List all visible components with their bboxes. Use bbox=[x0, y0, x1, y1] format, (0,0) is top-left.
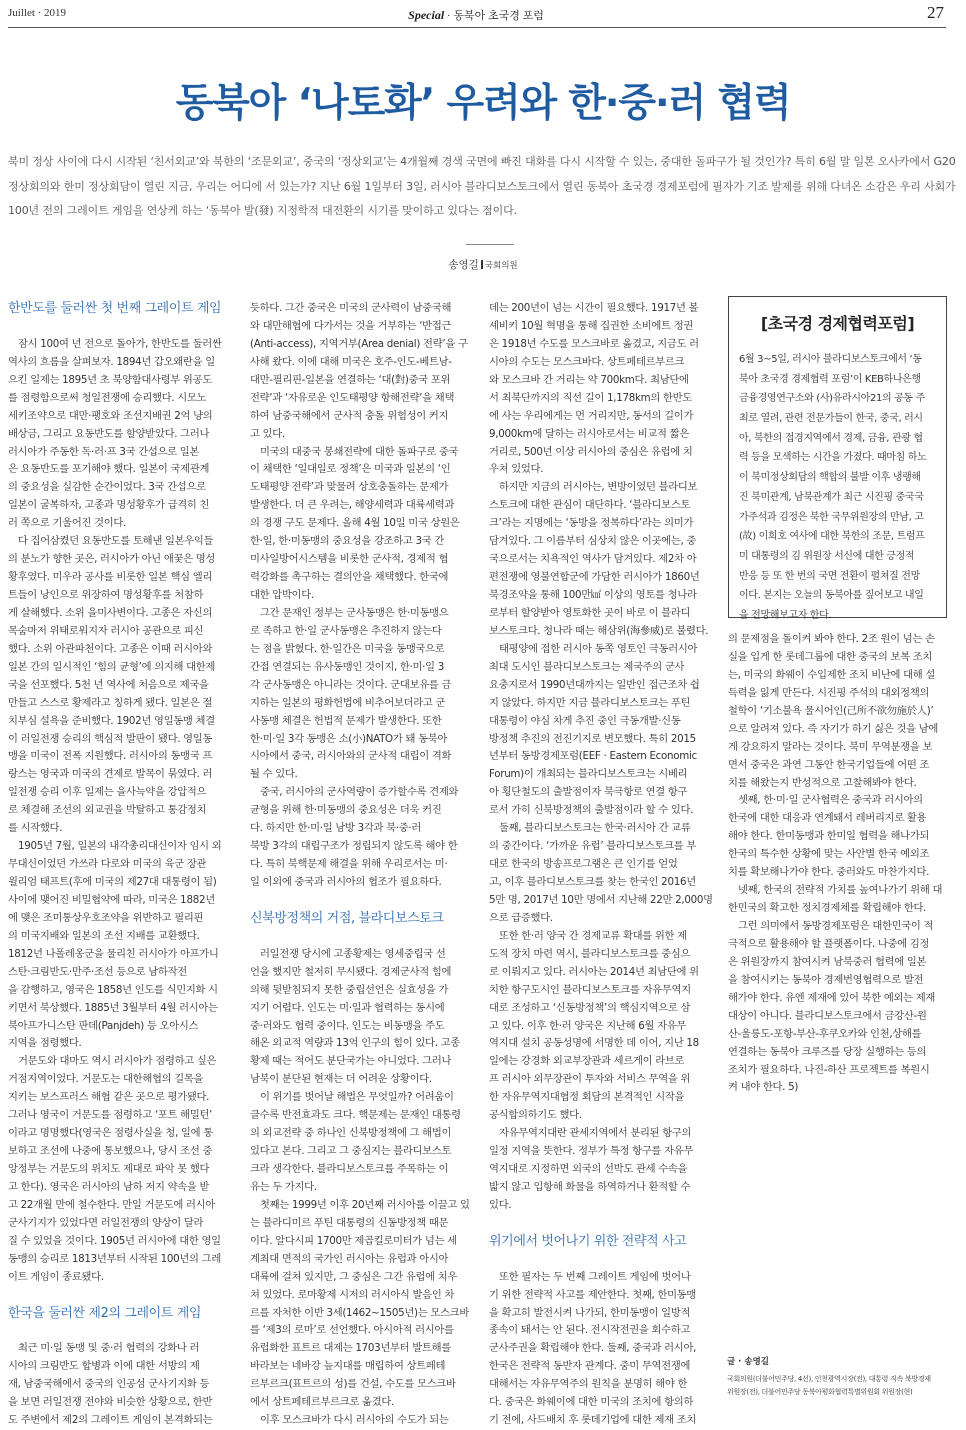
body-text-line: 데는 200년이 넘는 시간이 필요했다. 1917년 볼 bbox=[489, 302, 699, 314]
body-text-line: 고 22개월 만에 철수한다. 만일 거문도에 러시아 bbox=[8, 1198, 215, 1211]
body-text-line: 대로 한국의 방송프로그램은 큰 인기를 얻었 bbox=[489, 858, 678, 871]
body-text-line: 는 점을 밝혔다. 한·일간은 미국을 동맹국으로 bbox=[250, 642, 445, 655]
sidebar-box-line: 반응 등 또 한 번의 국면 전환이 펼쳐질 전망 bbox=[739, 570, 920, 582]
spacer bbox=[8, 1322, 236, 1340]
body-text-line: 이다. 알다시피 1700만 제곱킬로미터가 넘는 세 bbox=[250, 1234, 457, 1247]
body-text-line: 은 1918년 수도를 모스크바로 옮겼고, 지금도 러 bbox=[489, 337, 699, 350]
text-column-1 bbox=[8, 300, 236, 1430]
header-rule bbox=[8, 27, 946, 28]
body-text-line: 사이에 맺어진 비밀협약에 따라, 미국은 1882년 bbox=[8, 893, 215, 906]
body-text-line: 중국, 러시아의 군사역량이 증가할수록 견제와 bbox=[260, 786, 459, 799]
body-text-line: 편전쟁에 영불연합군에 가담한 러시아가 1860년 bbox=[489, 571, 700, 584]
body-text-line: 만들고 스스로 황제라고 칭하게 됐다. 일본은 절 bbox=[8, 696, 213, 709]
body-text-line: 기 위한 전략적 사고를 제안한다. 첫째, 한미동맹 bbox=[489, 1288, 697, 1301]
body-text-line: 조치가 필요하다. 나진-하산 프로젝트를 복원시 bbox=[728, 1063, 930, 1076]
spacer bbox=[8, 1287, 236, 1305]
body-text-line: 각 군사동맹은 아니라는 것이다. 군대보유를 금 bbox=[250, 678, 452, 691]
sidebar-box-line: 아, 북한의 접경지역에서 경제, 금융, 관광 협 bbox=[739, 432, 923, 444]
body-text-line: 해온 외교적 역량과 13억 인구의 힘이 있다. 고종 bbox=[250, 1037, 460, 1050]
body-text-line: 역사의 흐름을 살펴보자. 1894년 갑오왜란을 일 bbox=[8, 355, 215, 368]
sidebar-box-line: 북아 초국경 경제협력 포럼’이 KEB하나은행 bbox=[739, 373, 921, 385]
body-text-line: 러일전쟁 당시에 고종황제는 영세중립국 선 bbox=[260, 947, 446, 960]
body-text-line: 고 있다. bbox=[250, 427, 285, 440]
body-text-line: 지 않았다. 하지만 지금 블라디보스토크는 푸틴 bbox=[489, 696, 691, 709]
body-text-line: 크라 생각한다. 블라디보스토크를 주목하는 이 bbox=[250, 1163, 449, 1175]
body-text-line: 의 분노가 향한 곳은, 러시아가 아닌 애꿎은 명성 bbox=[8, 553, 216, 566]
body-text-line: 를 ‘제3의 로마’로 선언했다. 아시아적 러시아를 bbox=[250, 1324, 454, 1337]
sidebar-box-line: 미 대통령의 김 위원장 서신에 대한 긍정적 bbox=[739, 550, 915, 562]
body-text-line: 군사주권을 확립해야 한다. 둘째, 중국과 러시아, bbox=[489, 1342, 697, 1355]
body-text-line: 북방 3각의 대립구조가 정립되지 않도록 해야 한 bbox=[250, 840, 458, 853]
body-text-line: 로 족하고 한·일 군사동맹은 추진하지 않는다 bbox=[250, 624, 442, 637]
body-text-line: 시아의 수도는 모스크바다. 상트페테르부르크 bbox=[489, 355, 685, 368]
body-text-line: 을 보면 러일전쟁 전야와 비슷한 상황으로, 한반 bbox=[8, 1396, 213, 1409]
body-text-line: 최대 도시인 블라디보스토크는 제국주의 군사 bbox=[489, 660, 685, 673]
body-text-line: 고 있다. 이후 한·러 양국은 지난해 6월 자유무 bbox=[489, 1019, 687, 1032]
spacer bbox=[8, 318, 236, 336]
body-text-line: 1905년 7월, 일본의 내각총리대신이자 임시 외 bbox=[18, 840, 222, 853]
body-text-line: 로부터 할양받아 영토화한 곳이 바로 이 블라디 bbox=[489, 606, 691, 619]
body-text-line: 스토크에 대한 관심이 대단하다. ‘블라디보스토 bbox=[489, 499, 691, 512]
body-text-line: 대해서는 자유무역주의 원칙을 분명히 해야 한 bbox=[489, 1378, 688, 1391]
body-text-line: 스탄·크림반도·만주·조선 등으로 남하작전 bbox=[8, 965, 187, 978]
body-text-line: 실을 입게 한 롯데그룹에 대한 중국의 보복 조치 bbox=[728, 650, 933, 663]
body-text-line: 바라보는 네바강 늪지대를 매립하여 상트페테 bbox=[250, 1360, 446, 1373]
body-text-line: 게 살해했다. 소위 을미사변이다. 고종은 자신의 bbox=[8, 606, 213, 619]
body-text-line: 의 경쟁 구도 문제다. 올해 4월 10일 미국 상원은 bbox=[250, 517, 460, 530]
page-number: 27 bbox=[927, 3, 944, 22]
body-text-line: 질 수 있었을 것이다. 1905년 러시아에 대한 영일 bbox=[8, 1234, 221, 1247]
body-text-line: 한·미·일 3각 동맹은 소(小)NATO가 돼 동북아 bbox=[250, 732, 448, 745]
body-text-line: 다. 중국은 화웨이에 대한 미국의 조치에 항의하 bbox=[489, 1396, 694, 1409]
body-text-line: 일본이 굴복하자, 고종과 명성황후가 급격히 친 bbox=[8, 499, 210, 512]
body-text-line: 1812년 나폴레옹군을 물리친 러시아가 아프가니 bbox=[8, 947, 219, 960]
body-text-line: 최근 미·일 동맹 및 중·러 협력의 강화나 러 bbox=[18, 1342, 200, 1355]
body-text-line: 고 한다). 영국은 러시아의 남하 저지 약속을 받 bbox=[8, 1180, 210, 1193]
text-column-2 bbox=[250, 300, 475, 1430]
body-text-line: 사해 왔다. 이에 대해 미국은 호주-인도-베트남- bbox=[250, 355, 452, 368]
body-text-line: 면서 중국은 과연 그동안 한국기업들에 어떤 조 bbox=[728, 758, 930, 771]
body-text-line: 를 점령함으로써 청일전쟁에 승리했다. 시모노 bbox=[8, 391, 207, 404]
sidebar-box-line: 6월 3~5일, 러시아 블라디보스토크에서 ‘동 bbox=[739, 354, 922, 365]
body-text-line: 한국은 전략적 동반자 관계다. 중미 무역전쟁에 bbox=[489, 1360, 691, 1373]
body-text-line: 요충지로서 1990년대까지는 일반인 접근조차 쉽 bbox=[489, 678, 700, 691]
body-text-line: 황제 때는 적어도 분단국가는 아니었다. 그러나 bbox=[250, 1055, 452, 1068]
body-text-line: 거점지역이었다. 거문도는 대한해협의 길목을 bbox=[8, 1073, 204, 1086]
body-text-line: 치한 항구도시인 블라디보스토크를 자유무역지 bbox=[489, 983, 691, 996]
body-text-line: 있다. bbox=[489, 1198, 512, 1211]
body-text-line: 도태평양 전략’과 맞물려 상호충돌하는 문제가 bbox=[250, 481, 449, 494]
body-text-line: 밟지 않고 입항해 화물을 하역하거나 환적할 수 bbox=[489, 1180, 691, 1193]
body-text-line: 와 모스크바 간 거리는 약 700km다. 최남단에 bbox=[489, 373, 689, 386]
body-text-line: 해야 한다. 한미동맹과 한미일 협력을 해나가되 bbox=[728, 830, 930, 843]
byline bbox=[0, 257, 966, 272]
sidebar-box bbox=[728, 296, 947, 621]
body-text-line: 치를 확보해나가야 한다. 중러와도 마찬가지다. bbox=[728, 866, 930, 879]
body-text-line: 유럽화한 표트르 대제는 1703년부터 발트해를 bbox=[250, 1342, 451, 1355]
body-text-line: 시아에서 중국, 러시아와의 군사적 대립이 격화 bbox=[250, 750, 452, 763]
body-text-line: 방정책 추진의 전진기지로 변모했다. 특히 2015 bbox=[489, 732, 696, 745]
body-text-line: 이 채택한 ‘일대일로 정책’은 미국과 일본의 ‘인 bbox=[250, 463, 451, 476]
body-text-line: 거문도와 대마도 역시 러시아가 점령하고 싶은 bbox=[18, 1055, 217, 1068]
body-text-line: 으로 급증했다. bbox=[489, 911, 553, 924]
body-text-line: 대로 조성하고 ‘신동방정책’의 핵심지역으로 삼 bbox=[489, 1001, 691, 1014]
body-text-line: 다. 특히 북핵문제 해결을 위해 우리로서는 미· bbox=[250, 858, 448, 871]
body-text-line: 공식합의하기도 했다. bbox=[489, 1109, 582, 1122]
body-text-line: 잠시 100여 년 전으로 돌아가, 한반도를 둘러싼 bbox=[18, 337, 222, 350]
body-text-line: 또한 필자는 두 번째 그레이트 게임에 벗어나 bbox=[499, 1270, 691, 1283]
body-text-line: 랑스는 영국과 미국의 견제로 발목이 묶였다. 러 bbox=[8, 768, 213, 781]
section-heading: 위기에서 벗어나기 위한 전략적 사고 bbox=[489, 1233, 687, 1249]
body-text-line: 로 체결해 조선의 외교권을 박탈하고 통감정치 bbox=[8, 804, 207, 817]
body-text-line: 지키는 보스프러스 해협 같은 곳으로 평가됐다. bbox=[8, 1091, 210, 1104]
body-text-line: 넷째, 한국의 전략적 가치를 높여나가기 위해 대 bbox=[738, 884, 943, 897]
body-text-line: 북경조약을 통해 100만㎢ 이상의 영토를 청나라 bbox=[489, 589, 697, 601]
body-text-line: 대륙에 걸쳐 있지만, 그 중심은 그간 유럽에 치우 bbox=[250, 1270, 458, 1283]
lead-line: 북미 정상 사이에 다시 시작된 ‘친서외교’와 북한의 ‘조문외교’, 중국의 ‘정상외교’는 4개월째 경색 국면에 빠진 대화를 다시 시작할 수 있는, 중대한 돌파구가 될 것인가? 특히 6월 말 일본 오사카에서 G20 bbox=[8, 155, 956, 168]
body-text-line: 언을 했지만 철저히 무시됐다. 경제군사적 힘에 bbox=[250, 965, 452, 978]
body-text-line: 역지대 설치 공동성명에 서명한 데 이어, 지난 18 bbox=[489, 1037, 699, 1050]
body-text-line: 서 최북단까지의 직선 길이 1,178km의 한반도 bbox=[489, 391, 692, 404]
issue-date: Juillet · 2019 bbox=[8, 7, 67, 19]
body-text-line: 기 전에, 사드배치 후 롯데기업에 대한 제재 조치 bbox=[489, 1414, 697, 1427]
body-text-line: 일정 지역을 뜻한다. 정부가 특정 항구를 자유무 bbox=[489, 1145, 694, 1158]
sidebar-box-body bbox=[739, 350, 936, 626]
body-text-line: 중·러와도 협력 중이다. 인도는 비동맹을 주도 bbox=[250, 1019, 445, 1032]
body-text-line: 황후였다. 미우라 공사를 비롯한 일본 핵심 엘리 bbox=[8, 571, 213, 584]
body-text-line: 는, 미국의 화웨이 수입제한 조치 비난에 대해 설 bbox=[728, 668, 936, 681]
body-text-line: 극적으로 활용해야 할 플랫폼이다. 나중에 김정 bbox=[728, 937, 930, 950]
body-text-line: 지하는 일본의 평화헌법에 비추어보더라고 군 bbox=[250, 696, 446, 709]
body-text-line: 있다고 본다. 그리고 그 중심지는 블라디보스토 bbox=[250, 1145, 452, 1158]
body-text-line: 배상금, 그리고 요동반도를 할양받았다. 그러나 bbox=[8, 427, 210, 440]
body-text-line: 해가야 한다. 유엔 제재에 있어 북한 예외는 제재 bbox=[728, 991, 936, 1004]
body-text-line: 프 러시아 외무장관이 투자와 서비스 무역을 위 bbox=[489, 1073, 691, 1086]
body-text-line: 국을 선포했다. 5천 년 역사에 처음으로 제국을 bbox=[8, 678, 209, 691]
author-name: 송영길 bbox=[448, 259, 479, 271]
sidebar-box-line: 가주석과 김정은 북한 국무위원장의 만남, 고 bbox=[739, 511, 924, 523]
body-text-line: 는 블라디미르 푸틴 대통령의 신동방정책 때문 bbox=[250, 1216, 449, 1229]
body-text-line: 에 맺은 조미통상우호조약을 위반하고 필리핀 bbox=[8, 911, 204, 924]
page-header bbox=[8, 5, 944, 25]
author-desc-line: 국회의원(더불어민주당, 4선), 인천광역시장(전), 대통령 직속 북방경제 bbox=[727, 1375, 931, 1383]
body-text-line: 의 외교전략 중 하나인 신북방정책에 그 해법이 bbox=[250, 1127, 452, 1140]
author-label: 글 · 송영길 bbox=[727, 1357, 769, 1367]
body-text-line: Forum)이 개최되는 블라디보스토크는 시베리 bbox=[489, 768, 688, 781]
body-text-line: 쳐 있었다. 로마황제 시저의 러시아식 발음인 차 bbox=[250, 1288, 455, 1301]
body-text-line: 대한 압박이다. bbox=[250, 589, 314, 601]
body-text-line: 북아프가니스탄 판데(Panjdeh) 등 오아시스 bbox=[8, 1019, 199, 1032]
spacer bbox=[250, 928, 475, 946]
body-text-line: 년부터 동방경제포럼(EEF · Eastern Economic bbox=[489, 750, 697, 763]
body-text-line: 의 중간이다. ‘가까운 유럽’ 블라디보스토크를 부 bbox=[489, 840, 697, 853]
section-name bbox=[8, 7, 944, 23]
body-text-line: 아 횡단철도의 출발점이자 북극항로 연결 항구 bbox=[489, 786, 688, 799]
body-text-line: 의해 뒷받침되지 못한 중립선언은 실효성을 가 bbox=[250, 983, 449, 996]
body-text-line: 일전쟁 승리 이후 일제는 을사늑약을 강압적으 bbox=[8, 786, 207, 799]
byline-divider bbox=[481, 260, 483, 269]
body-text-line: 세키조약으로 대만·팽호와 조선지배권 2억 냥의 bbox=[8, 409, 213, 422]
section-heading: 한국을 둘러싼 제2의 그레이트 게임 bbox=[8, 1305, 202, 1321]
body-text-line: 을 감행하고, 영국은 1858년 인도를 식민지화 시 bbox=[8, 983, 218, 996]
section-forum: · 동북아 초국경 포럼 bbox=[444, 10, 544, 22]
body-text-line: 우쳐 있었다. bbox=[489, 463, 544, 476]
body-text-line: 무대신이었던 가쓰라 다로와 미국의 육군 장관 bbox=[8, 858, 207, 871]
body-text-line: 도 주변에서 제2의 그레이트 게임이 본격화되는 bbox=[8, 1414, 213, 1427]
body-text-line: 대상이 아니다. 블라디보스토크에서 금강산-원 bbox=[728, 1009, 927, 1022]
body-text-line: 이후 모스크바가 다시 러시아의 수도가 되는 bbox=[260, 1414, 449, 1427]
body-text-line: 동맹의 승리로 1813년부터 시작된 100년의 그레 bbox=[8, 1252, 221, 1265]
body-text-line: 한민국의 확고한 정치경제체를 확립해야 한다. bbox=[728, 902, 927, 915]
body-text-line: 유는 두 가지다. bbox=[250, 1180, 317, 1193]
sidebar-box-line: 최로 열려, 관련 전문가들이 한국, 중국, 러시 bbox=[739, 413, 923, 425]
body-text-line: 한 자유무역지대협정 회담의 본격적인 시작을 bbox=[489, 1091, 685, 1104]
body-text-line: 의 미국지배와 일본의 조선 지배를 교환했다. bbox=[8, 929, 200, 942]
body-text-line: 목숨마저 위태로워지자 러시아 공관으로 피신 bbox=[8, 624, 204, 637]
body-text-line: 균형을 위해 한·미동맹의 중요성은 더욱 커진 bbox=[250, 804, 442, 817]
body-text-line: 간접 연결되는 유사동맹인 것이지, 한·미·일 3 bbox=[250, 660, 445, 673]
body-text-line: 지기 어렵다. 인도는 미·일과 협력하는 동시에 bbox=[250, 1001, 445, 1014]
body-text-line: 국으로서는 치욕적인 역사가 담겨있다. 제2차 아 bbox=[489, 553, 697, 566]
body-text-line: 산-울릉도-포항-부산-후쿠오카와 인천,상해를 bbox=[728, 1027, 922, 1040]
body-text-line: 의 중요성을 실감한 순간이었다. 3국 간섭으로 bbox=[8, 481, 206, 494]
spacer bbox=[489, 1215, 714, 1233]
body-text-line: 대만-필리핀-일본을 연결하는 ‘대(對)중국 포위 bbox=[250, 373, 451, 386]
body-text-line: 다 집어삼켰던 요동반도를 토해낸 일본우익들 bbox=[18, 535, 214, 548]
body-text-line: 거리로, 500년 이상 러시아의 중심은 유럽에 치 bbox=[489, 445, 693, 458]
spacer bbox=[489, 1251, 714, 1269]
body-text-line: 의 문제점을 돌이켜 봐야 한다. 2조 원이 넘는 손 bbox=[728, 633, 935, 645]
body-text-line: 르부르크(표트르의 성)를 건설, 수도를 모스크바 bbox=[250, 1378, 456, 1391]
body-text-line: 트들이 낭인으로 위장하여 명성황후를 처참하 bbox=[8, 589, 204, 601]
body-text-line: 으킨 일제는 1895년 초 북양함대사령부 위공도 bbox=[8, 373, 212, 386]
body-text-line: 대통령이 야심 차게 추진 중인 극동개발·신동 bbox=[489, 714, 681, 727]
body-text-line: 은 위원장까지 참여시켜 남북중러 협력에 일본 bbox=[728, 955, 927, 968]
body-text-line: 한국에 대한 대응과 연계돼서 레버리지로 활용 bbox=[728, 812, 927, 825]
body-text-line: 지역을 점령했다. bbox=[8, 1037, 82, 1050]
section-special: Special bbox=[408, 8, 445, 22]
body-text-line: 도적 장치 마련 역시, 블라디보스토크를 중심으 bbox=[489, 947, 691, 960]
body-text-line: 미국의 대중국 봉쇄전략에 대한 돌파구로 중국 bbox=[260, 445, 459, 458]
sidebar-box-line: 력 등을 모색하는 시간을 가졌다. 때마침 하노 bbox=[739, 452, 927, 464]
body-text-line: 남북이 분단된 현재는 더 어려운 상황이다. bbox=[250, 1073, 432, 1086]
body-text-line: 득력을 잃게 만든다. 시진핑 주석의 대외정책의 bbox=[728, 686, 930, 699]
body-text-line: 재, 남중국해에서 중국의 인공섬 군사기지화 등 bbox=[8, 1378, 210, 1391]
body-text-line: 보하고 조선에 나중에 통보했으나, 당시 조선 중 bbox=[8, 1145, 213, 1158]
body-text-line: 첫째는 1999년 이후 20년째 러시아를 이끌고 있 bbox=[260, 1198, 470, 1211]
body-text-line: 했다. 소위 아관파천이다. 고종은 이때 러시아와 bbox=[8, 642, 213, 655]
body-text-line: 러시아가 주동한 독·러·프 3국 간섭으로 일본 bbox=[8, 445, 200, 458]
body-text-line: 그런 의미에서 동방경제포럼은 대한민국이 적 bbox=[738, 920, 934, 932]
body-text-line: 이 러일전쟁 승리의 핵심적 발판이 됐다. 영일동 bbox=[8, 732, 213, 745]
body-text-line: 하지만 지금의 러시아는, 변방이었던 블라디보 bbox=[499, 481, 698, 494]
body-text-line: 치부심 설욕을 준비했다. 1902년 영일동맹 체결 bbox=[8, 714, 215, 727]
body-text-line: 일 이외에 중국과 러시아의 협조가 필요하다. bbox=[250, 876, 442, 888]
body-text-line: 키면서 북상했다. 1885년 3월부터 4월 러시아는 bbox=[8, 1001, 218, 1014]
sidebar-box-line: 이 북미정상회담의 핵합의 불발 이후 냉랭해 bbox=[739, 472, 921, 484]
lead-line: 100년 전의 그레이트 게임을 연상케 하는 ‘동북아 발(發) 지정학적 대전환의 시기를 맞이하고 있다는 점이다. bbox=[8, 204, 517, 217]
body-text-line: 그러나 영국이 거문도를 점령하고 ‘포트 해밀턴’ bbox=[8, 1109, 213, 1122]
body-text-line: 듯하다. 그간 중국은 미국의 군사력이 남중국해 bbox=[250, 302, 452, 314]
body-text-line: 클수록 반전효과도 크다. 핵문제는 문재인 대통령 bbox=[250, 1109, 461, 1122]
body-text-line: 로서 가히 신북방정책의 출발점이라 할 수 있다. bbox=[489, 804, 694, 817]
body-text-line: 맹을 미국이 전폭 지원했다. 러시아의 동맹국 프 bbox=[8, 750, 213, 763]
sidebar-box-line: 금융경영연구소와 (사)유라시아21의 공동 주 bbox=[739, 393, 925, 405]
body-text-line: 5만 명, 2017년 10만 명에서 지난해 22만 2,000명 bbox=[489, 893, 713, 906]
body-text-line: 일본 간의 일시적인 ‘힘의 균형’에 의지해 대한제 bbox=[8, 660, 216, 673]
body-text-line: 르를 자처한 이반 3세(1462~1505년)는 모스크바 bbox=[250, 1306, 469, 1319]
body-text-line: 켜 내야 한다. 5) bbox=[728, 1081, 799, 1094]
body-text-line: 보스토크다. 청나라 때는 해삼위(海參威)로 불렸다. bbox=[489, 624, 709, 637]
sidebar-box-line: 이다. 본지는 오늘의 동북아를 짚어보고 내일 bbox=[739, 590, 924, 602]
body-text-line: 셋째, 한·미·일 군사협력은 중국과 러시아의 bbox=[738, 794, 923, 807]
body-text-line: 을 참여시키는 동북아 경제번영협력으로 발전 bbox=[728, 973, 924, 986]
body-text-line: 군사기지가 있었다면 러일전쟁의 양상이 달라 bbox=[8, 1216, 204, 1229]
body-text-line: 력강화를 촉구하는 결의안을 채택했다. 한국에 bbox=[250, 571, 449, 584]
sidebar-box-line: 을 전망해보고자 한다. bbox=[739, 609, 832, 621]
byline-rule bbox=[466, 244, 514, 245]
body-text-line: 를 시작했다. bbox=[8, 822, 63, 835]
body-text-line: 9,000km에 달하는 러시아로서는 비교적 짧은 bbox=[489, 427, 689, 440]
body-text-line: 계최대 면적의 국가인 러시아는 유럽과 아시아 bbox=[250, 1252, 449, 1265]
body-text-line: 일에는 강경화 외교부장관과 세르게이 라브로 bbox=[489, 1055, 685, 1068]
body-text-line: 러 쪽으로 기울어진 것이다. bbox=[8, 517, 127, 530]
body-text-line: 시아의 크림반도 합병과 이에 대한 서방의 제 bbox=[8, 1360, 200, 1373]
body-text-line: 치를 해왔는지 반성적으로 고찰해봐야 한다. bbox=[728, 776, 917, 789]
sidebar-box-line: 진 북미관계, 남북관계가 최근 시진핑 중국국 bbox=[739, 491, 924, 503]
body-text-line: 로 이뤄지고 있다. 러시아는 2014년 최남단에 위 bbox=[489, 965, 699, 978]
body-text-line: 한·일, 한·미동맹의 중요성을 강조하고 3국 간 bbox=[250, 535, 445, 548]
body-text-line: 이라고 명명했다(영국은 점령사실을 청, 일에 통 bbox=[8, 1127, 213, 1140]
body-text-line: 은 요동반도를 포기해야 했다. 일본이 국제관계 bbox=[8, 463, 210, 476]
body-text-line: 담겨있다. 그 이름부터 심상치 않은 이곳에는, 중 bbox=[489, 535, 697, 548]
body-text-line: 크’라는 지명에는 ‘동방을 정복하다’라는 의미가 bbox=[489, 517, 694, 530]
body-text-line: 고, 이후 블라디보스토크를 찾는 한국인 2016년 bbox=[489, 876, 696, 888]
author-desc-line: 위원장(전), 더불어민주당 동북아평화협력특별위원회 위원장(현) bbox=[727, 1388, 913, 1396]
body-text-line: 연결하는 동북아 크루즈를 당장 실행하는 등의 bbox=[728, 1045, 927, 1058]
body-text-line: 윌리엄 태프트(후에 미국의 제27대 대통령이 됨) bbox=[8, 876, 217, 888]
body-text-line: 될 수 있다. bbox=[250, 768, 298, 781]
body-text-line: 하여 남중국해에서 군사적 충돌 위험성이 커지 bbox=[250, 409, 449, 422]
body-text-line: 한국의 특수한 상황에 맞는 사안별 한국 예외조 bbox=[728, 848, 930, 861]
body-text-line: 다. 하지만 한·미·일 남방 3각과 북·중·러 bbox=[250, 822, 422, 835]
body-text-line: (Anti-access), 지역거부(Area denial) 전략’을 구 bbox=[250, 337, 468, 350]
body-text-line: 역지대로 지정하면 외국의 선박도 관세 수속을 bbox=[489, 1163, 688, 1175]
article-title: 동북아 ‘나토화’ 우려와 한·중·러 협력 bbox=[175, 81, 791, 126]
text-column-4 bbox=[728, 631, 954, 1097]
body-text-line: 게 강요하지 말라는 것이다. 북미 무역분쟁을 보 bbox=[728, 740, 933, 753]
body-text-line: 셰비키 10월 혁명을 통해 집권한 소비에트 정권 bbox=[489, 319, 693, 332]
body-text-line: 전략’과 ‘자유로운 인도태평양 항해전략’을 채택 bbox=[250, 391, 455, 404]
sidebar-box-line: (故) 이희호 여사에 대한 북한의 조문, 트럼프 bbox=[739, 531, 925, 543]
body-text-line: 자유무역지대란 관세지역에서 분리된 항구의 bbox=[499, 1127, 692, 1140]
author-affiliation: 국회의원 bbox=[484, 261, 518, 271]
body-text-line: 태평양에 접한 러시아 동쪽 영토인 극동러시아 bbox=[499, 642, 698, 655]
article-lead bbox=[8, 150, 954, 224]
body-text-line: 철학이 ‘기소불욕 물시어인(己所不欲勿施於人)’ bbox=[728, 704, 934, 717]
section-heading: 한반도를 둘러싼 첫 번째 그레이트 게임 bbox=[8, 301, 222, 316]
body-text-line: 을 확고히 발전시켜 나가되, 한미동맹이 일방적 bbox=[489, 1306, 691, 1319]
section-heading: 신북방정책의 거점, 블라디보스토크 bbox=[250, 910, 444, 926]
body-text-line: 미사일방어시스템을 비롯한 군사적, 경제적 협 bbox=[250, 553, 449, 566]
body-text-line: 또한 한·러 양국 간 경제교류 확대를 위한 제 bbox=[499, 929, 687, 942]
sidebar-box-title: [초국경 경제협력포럼] bbox=[760, 314, 915, 333]
body-text-line: 종속이 돼서는 안 된다. 전시작전권을 회수하고 bbox=[489, 1324, 691, 1337]
body-text-line: 와 대만해협에 다가서는 것을 거부하는 ‘반접근 bbox=[250, 319, 452, 332]
body-text-line: 둘째, 블라디보스토크는 한국·러시아 간 교류 bbox=[499, 822, 691, 835]
lead-line: 정상회의와 한미 정상회담이 열린 지금, 우리는 어디에 서 있는가? 지난 6월 1일부터 3일, 러시아 블라디보스토크에서 열린 동북아 초국경 경제포럼에 필자가 기조 발제를 위해 다녀온 소감은 우리 사회가 bbox=[8, 179, 956, 193]
body-text-line: 에서 상트페테르부르크로 옮겼다. bbox=[250, 1396, 394, 1409]
body-text-line: 이트 게임이 종료됐다. bbox=[8, 1270, 104, 1283]
author-info bbox=[727, 1355, 957, 1399]
body-text-line: 그간 문재인 정부는 군사동맹은 한·미동맹으 bbox=[260, 606, 449, 619]
body-text-line: 사동맹 체결은 헌법적 문제가 발생한다. 또한 bbox=[250, 714, 442, 727]
spacer bbox=[250, 892, 475, 910]
body-text-line: 발생한다. 더 큰 우려는, 해양세력과 대륙세력과 bbox=[250, 499, 455, 512]
body-text-line: 앙정부는 거문도의 위치도 제대로 파악 못 했다 bbox=[8, 1163, 210, 1175]
body-text-line: 에 사는 우리에게는 먼 거리지만, 동서의 길이가 bbox=[489, 409, 694, 422]
text-column-3 bbox=[489, 300, 714, 1430]
body-text-line: 으로 알려져 있다. 즉 자기가 하기 싫은 것을 남에 bbox=[728, 722, 939, 735]
body-text-line: 이 위기를 벗어날 해법은 무엇일까? 어려움이 bbox=[260, 1091, 454, 1104]
